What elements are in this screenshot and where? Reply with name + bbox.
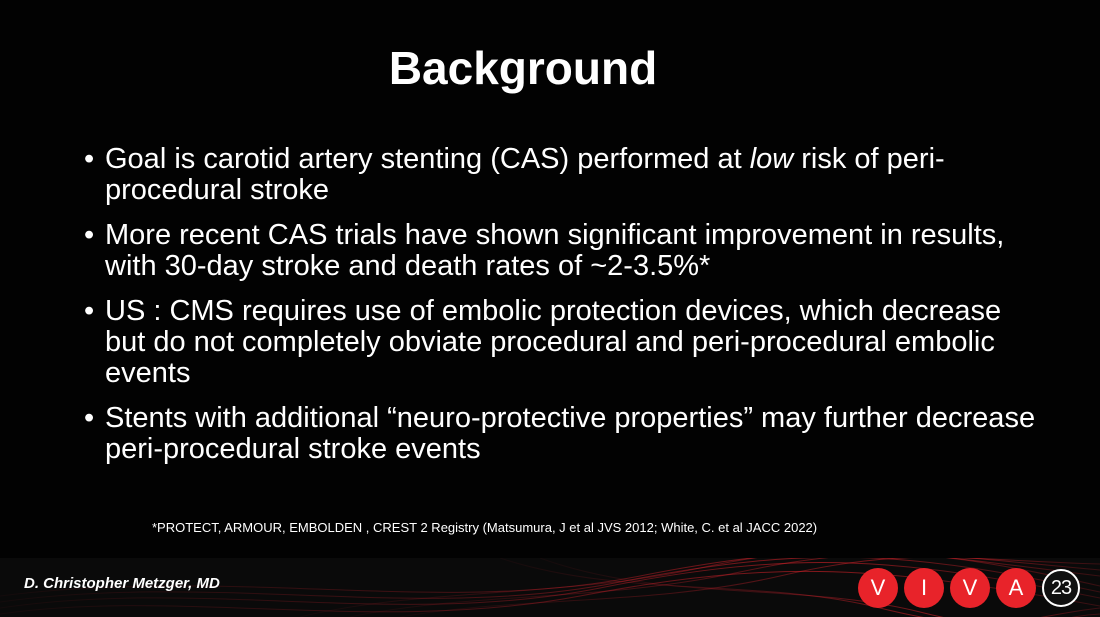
footer-bar [0,558,1100,617]
bullet-text: risk of peri-procedural stroke [105,143,945,206]
bullet-text: US : CMS requires use of embolic protection devices, which decrease but do not completely obviate procedural and peri-procedural embolic events [105,295,1002,389]
presenter-name: D. Christopher Metzger, MD [24,575,220,592]
bullet-dot: • [84,143,95,175]
bullet-item [84,403,1044,465]
bullet-list [84,144,1044,479]
footnote: *PROTECT, ARMOUR, EMBOLDEN , CREST 2 Registry (Matsumura, J et al JVS 2012; White, C. et al JACC 2022) [152,520,818,535]
logo-letter: V [950,568,990,608]
logo-letter: I [904,568,944,608]
logo-letter: V [858,568,898,608]
bullet-item [84,220,1044,282]
bullet-emphasis: low [749,143,794,175]
bullet-dot: • [84,219,95,251]
bullet-text: Goal is carotid artery stenting (CAS) performed at [105,143,750,175]
bullet-text: Stents with additional “neuro-protective properties” may further decrease peri-procedural stroke events [105,402,1036,465]
bullet-item [84,296,1044,389]
slide-title: Background [388,42,658,94]
bullet-dot: • [84,295,95,327]
bullet-item [84,144,1044,206]
logo-letter: A [996,568,1036,608]
viva-logo [858,568,1080,608]
logo-year-badge: 23 [1042,569,1080,607]
bullet-text: More recent CAS trials have shown significant improvement in results, with 30-day stroke and death rates of ~2-3.5%* [105,219,1005,282]
bullet-dot: • [84,402,95,434]
